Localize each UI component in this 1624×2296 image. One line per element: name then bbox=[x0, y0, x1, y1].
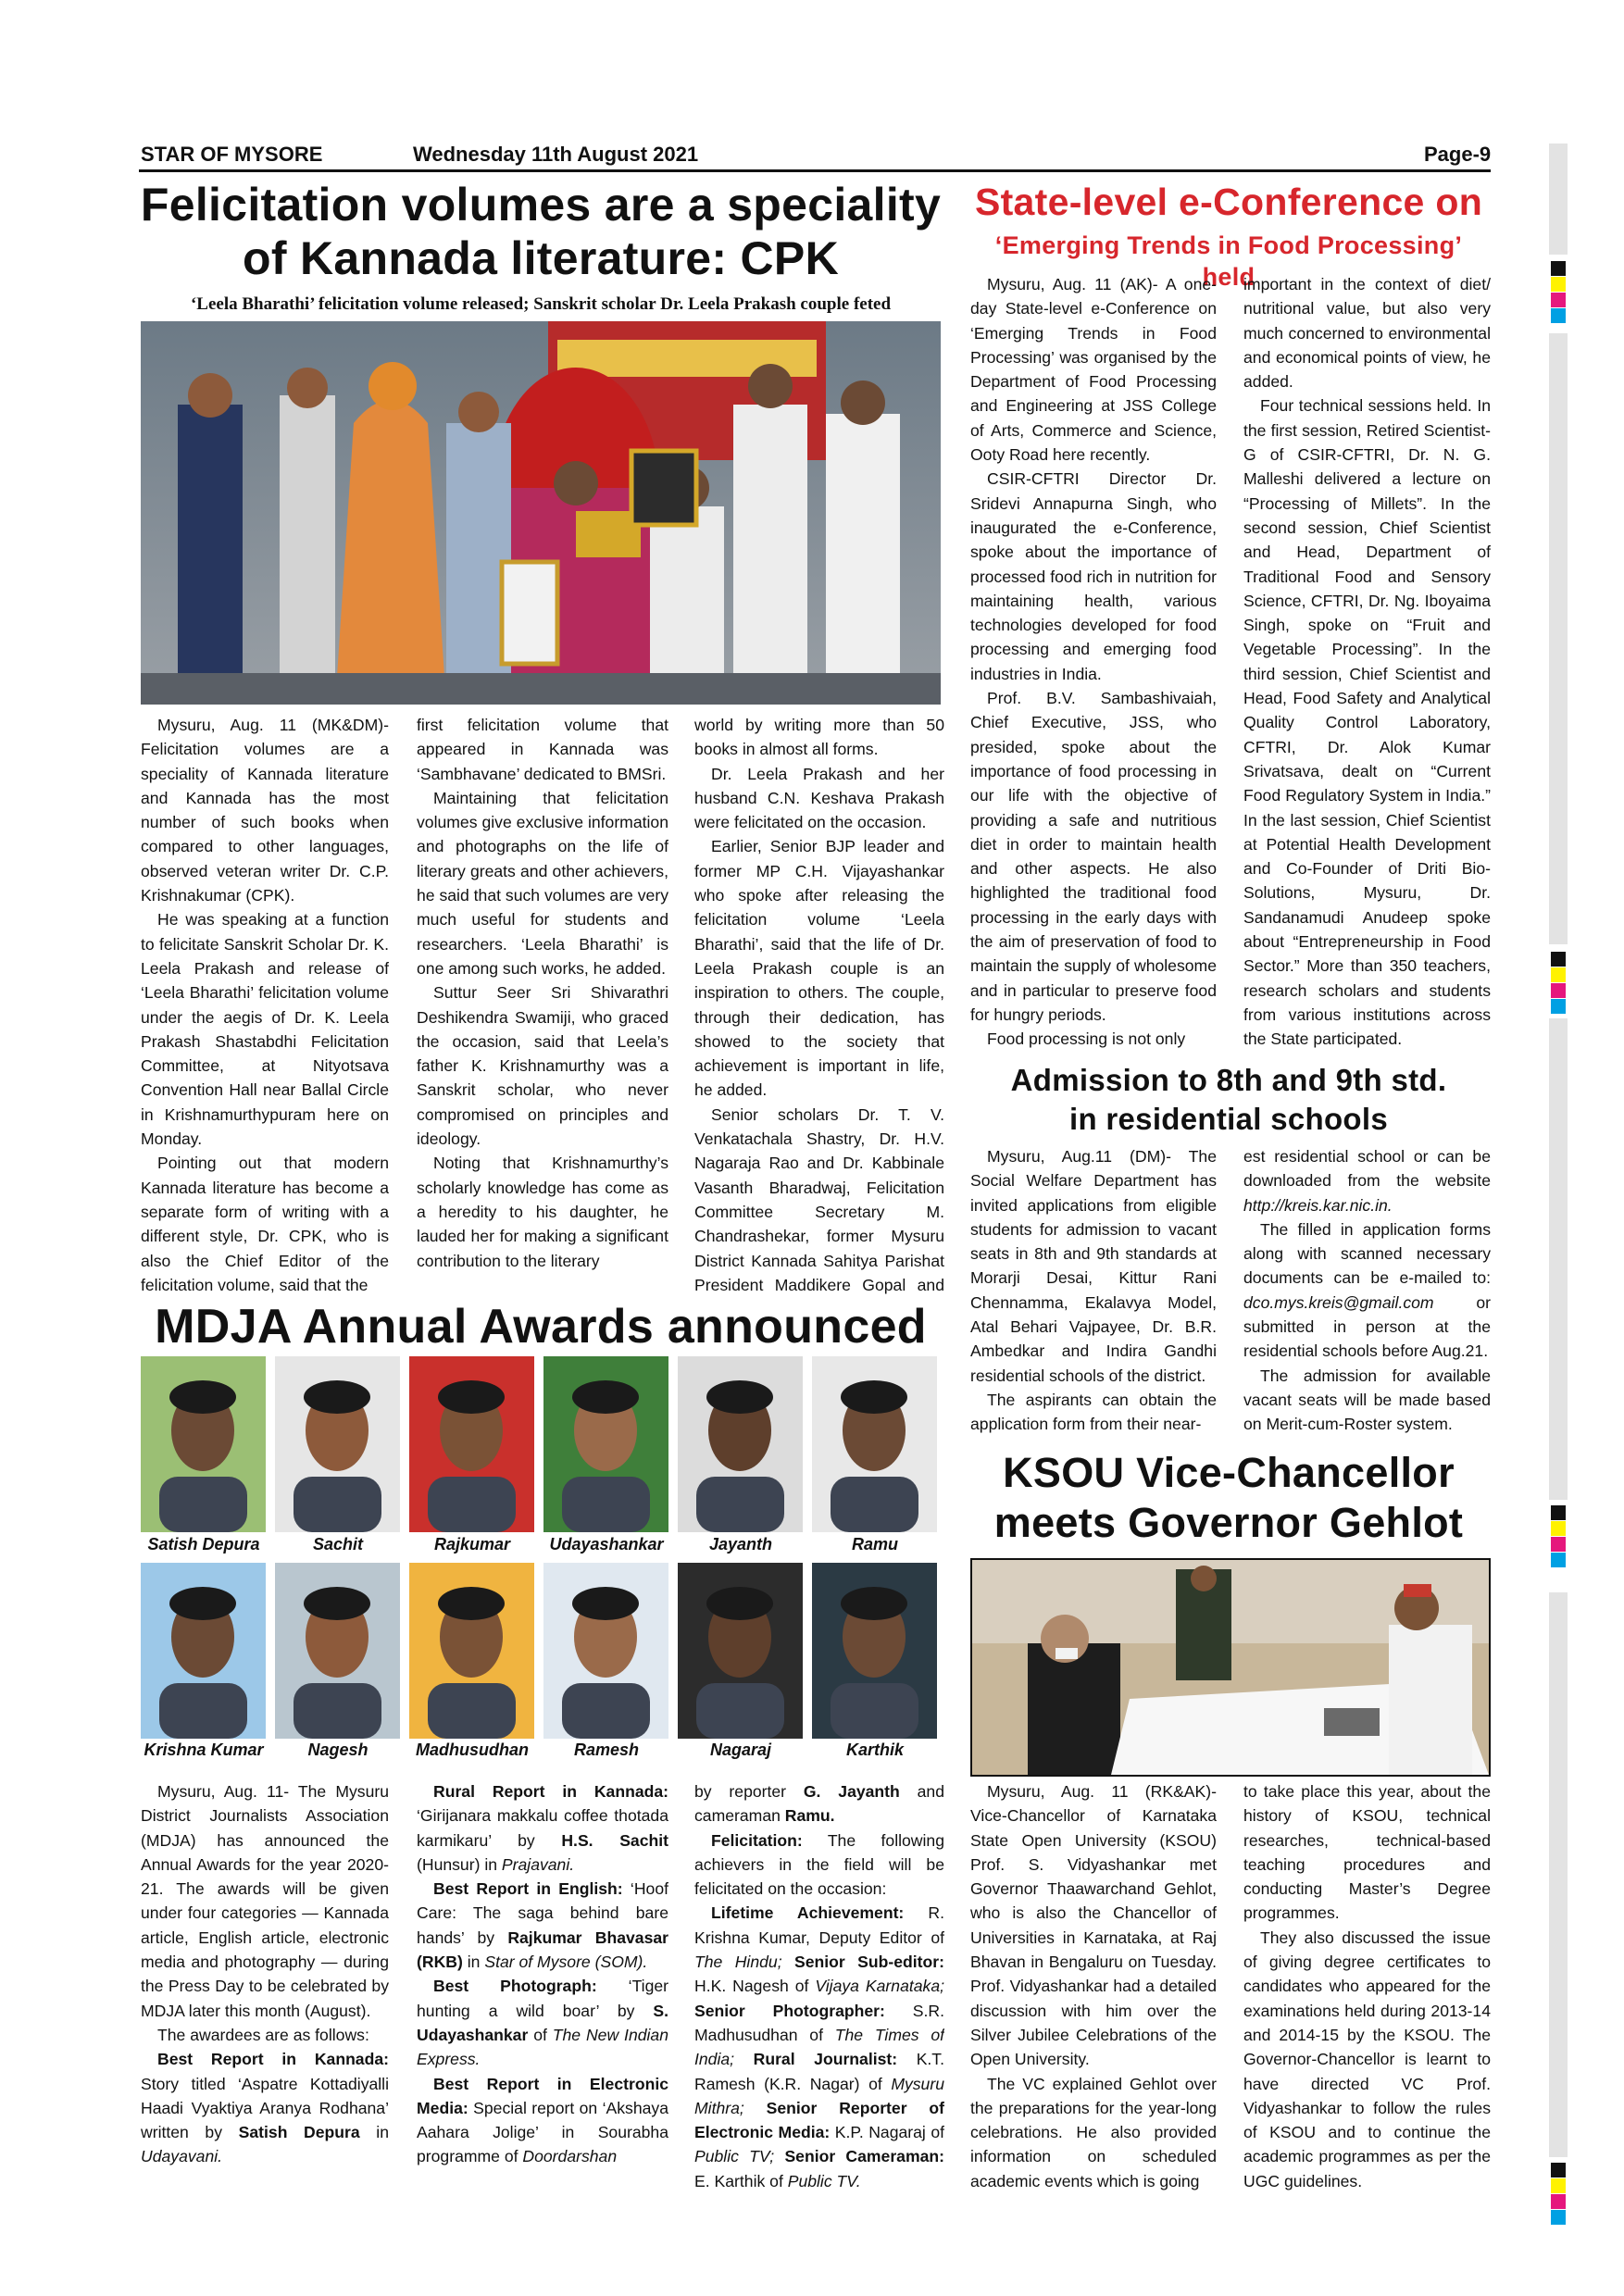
award-publication: Star of Mysore (SOM). bbox=[484, 1953, 648, 1972]
issue-date: Wednesday 11th August 2021 bbox=[413, 143, 699, 166]
story1-headline-line1: Felicitation volumes are a speciality bbox=[140, 179, 942, 231]
story4-col1-para bbox=[141, 2047, 389, 2168]
story2-column-2 bbox=[1243, 272, 1491, 1052]
award-text: The following achievers in the field will be felicitated on the occasion: bbox=[694, 1830, 944, 1899]
color-swatch bbox=[1551, 293, 1566, 307]
color-swatch bbox=[1551, 983, 1566, 998]
felicitation-category: Rural Journalist: bbox=[753, 2050, 917, 2069]
award-text: Special report on ‘Akshaya Aahara Jolige’ in Sourabha programme of bbox=[417, 2098, 668, 2166]
portrait-photo bbox=[678, 1356, 803, 1532]
margin-strip bbox=[1549, 333, 1568, 944]
felicitation-publication: The Times of India; bbox=[694, 2025, 944, 2069]
award-category: Best Report in English: bbox=[433, 1879, 623, 1899]
award-name: H.S. Sachit bbox=[561, 1830, 668, 1850]
award-text: in bbox=[467, 1953, 481, 1972]
story2-col2-para: Four technical sessions held. In the first session, Retired Scientist-G of CSIR-CFTRI, Dr. N. G. Malleshi delivered a lecture on “Processing of Millets”. In the second session, Chief Scientist and Head, Department of Traditional Food and Sensory Science, CFTRI, Dr. Ng. Iboyaima Singh, spoke on “Fruit and Vegetable Processing”. In the third session, Chief Scientist and Head, Food Safety and Analytical Quality Control Laboratory, CFTRI, Dr. Alok Kumar Srivatsava, dealt on “Current Food Regulatory System in India.” In the last session, Chief Scientist at Potential Health Development and Co-Founder of Driti Bio-Solutions, Mysuru, Dr. Sandanamudi Anudeep spoke about “Entrepreneurship in Food Sector.” More than 350 teachers, research scholars and students from various institutions across the State participated. bbox=[1243, 396, 1491, 1049]
color-swatch bbox=[1551, 967, 1566, 982]
story1-column-3 bbox=[694, 713, 944, 1296]
award-category: Best Photograph: bbox=[433, 1977, 597, 1996]
award-text: ‘Girijanara makkalu coffee thotada karmikaru’ by bbox=[417, 1806, 668, 1850]
story1-col2-para: Noting that Krishnamurthy’s scholarly knowledge has come as a heredity to his daughter, he lauded her for making a significant contribution to the literary bbox=[417, 1154, 668, 1270]
portrait-caption: Karthik bbox=[845, 1741, 904, 1759]
award-text: (Hunsur) in bbox=[417, 1854, 498, 1874]
portrait-photo bbox=[141, 1356, 266, 1532]
body-text: or submitted in person at the residential schools before Aug.21. bbox=[1243, 1292, 1491, 1361]
story3-headline bbox=[967, 1061, 1491, 1139]
felicitation-publication: Public TV; bbox=[694, 2147, 785, 2166]
felicitation-publication: Public TV. bbox=[787, 2171, 861, 2190]
award-text: in bbox=[376, 2123, 389, 2142]
portrait-caption: Madhusudhan bbox=[416, 1741, 529, 1759]
story4-col1-para: The awardees are as follows: bbox=[157, 2025, 369, 2044]
felicitation-text: H.K. Nagesh of bbox=[694, 1977, 816, 1996]
story5-headline-line1: KSOU Vice-Chancellor bbox=[1003, 1449, 1455, 1496]
felicitation-category: Senior Sub-editor: bbox=[794, 1953, 944, 1972]
felicitation-text: R. Krishna Kumar, Deputy Editor of bbox=[694, 1903, 944, 1947]
story1-col2-para: first felicitation volume that appeared in Kannada was ‘Sambhavane’ dedicated to BMSri. bbox=[417, 716, 668, 783]
story5-col2-para: They also discussed the issue of giving degree certificates to candidates who appeared for the examinations held during 2013-14 and 2014-15 by the KSOU. The Governor-Chancellor is learnt to have directed VC Prof. Vidyashankar to follow the rules of KSOU and to continue the academic programmes as per the UGC guidelines. bbox=[1243, 1928, 1491, 2190]
body-text: The filled in application forms along with scanned necessary documents can be e-mailed to: bbox=[1243, 1219, 1491, 1288]
story5-headline-line2: meets Governor Gehlot bbox=[993, 1499, 1464, 1546]
story3-col2-para bbox=[1243, 1144, 1491, 1217]
story5-col2-para: to take place this year, about the history of KSOU, technical researches, technical-based teaching procedures and conducting Master’s Degree programmes. bbox=[1243, 1782, 1491, 1923]
portrait-caption: Jayanth bbox=[708, 1535, 773, 1554]
portrait-photo bbox=[141, 1563, 266, 1739]
portrait-caption: Nagesh bbox=[307, 1741, 369, 1759]
felicitation-photo-illustration bbox=[141, 321, 941, 705]
portrait-caption: Krishna Kumar bbox=[144, 1741, 264, 1759]
website-link: http://kreis.kar.nic.in. bbox=[1243, 1195, 1393, 1215]
story3-col2-para: The admission for available vacant seats will be made based on Merit-cum-Roster system. bbox=[1243, 1366, 1491, 1434]
story1-col3-para: world by writing more than 50 books in almost all forms. bbox=[694, 716, 944, 759]
masthead-rule bbox=[139, 169, 1491, 172]
portrait-photo bbox=[409, 1563, 534, 1739]
margin-strip bbox=[1549, 1018, 1568, 1500]
color-swatch bbox=[1551, 308, 1566, 323]
color-swatch bbox=[1551, 261, 1566, 276]
award-publication: The New Indian Express. bbox=[417, 2025, 668, 2069]
portrait-caption: Nagaraj bbox=[709, 1741, 772, 1759]
story1-headline bbox=[137, 178, 944, 285]
felicitation-publication: Vijaya Karnataka; bbox=[815, 1977, 944, 1996]
award-publication: Prajavani. bbox=[501, 1854, 575, 1874]
color-swatch bbox=[1551, 2178, 1566, 2193]
portrait-caption: Sachit bbox=[312, 1535, 364, 1554]
portrait-caption: Udayashankar bbox=[549, 1535, 664, 1554]
portrait-photo bbox=[543, 1563, 668, 1739]
portrait-photo bbox=[275, 1563, 400, 1739]
page-number: Page-9 bbox=[1424, 143, 1492, 166]
felicitation-text: K.T. Ramesh (K.R. Nagar) of bbox=[694, 2050, 944, 2093]
story3-headline-line1: Admission to 8th and 9th std. bbox=[1010, 1063, 1447, 1097]
color-swatch bbox=[1551, 277, 1566, 292]
award-category: Best Report in Kannada: bbox=[157, 2050, 389, 2069]
color-swatch bbox=[1551, 1537, 1566, 1552]
color-swatch bbox=[1551, 1521, 1566, 1536]
award-name: Ramu. bbox=[784, 1806, 835, 1826]
story2-col1-para: CSIR-CFTRI Director Dr. Sridevi Annapurna Singh, who inaugurated the e-Conference, spoke about the importance of processed food rich in nutrition for maintaining health, various technologies developed for food processing and emerging food industries in India. bbox=[970, 469, 1217, 683]
award-category: Felicitation: bbox=[711, 1830, 803, 1850]
story4-headline: MDJA Annual Awards announced bbox=[155, 1300, 927, 1354]
portrait-photo bbox=[409, 1356, 534, 1532]
portrait-photo bbox=[812, 1356, 937, 1532]
story3-col1-para: Mysuru, Aug.11 (DM)- The Social Welfare Department has invited applications from eligible students for admission to vacant seats in 8th and 9th standards at Morarji Desai, Kittur Rani Chennamma, Ekalavya Model, Atal Behari Vajpayee, Dr. B.R. Ambedkar and Indira Gandhi residential schools of the district. bbox=[970, 1147, 1217, 1385]
story4-column-3 bbox=[694, 1779, 944, 2215]
story1-col1-para: Mysuru, Aug. 11 (MK&DM)- Felicitation volumes are a speciality of Kannada literature and Kannada has the most number of such books when compared to other languages, observed veteran writer Dr. C.P. Krishnakumar (CPK). bbox=[141, 716, 389, 905]
story4-col2-para bbox=[417, 2072, 668, 2169]
story2-column-1 bbox=[970, 272, 1217, 1052]
story5-headline bbox=[967, 1448, 1491, 1548]
story2-headline-line1: State-level e-Conference on bbox=[974, 181, 1483, 223]
story2-col1-para: Mysuru, Aug. 11 (AK)- A one-day State-level e-Conference on ‘Emerging Trends in Food Processing’ was organised by the Department of Food Processing and Engineering at JSS College of Arts, Commerce and Science, Ooty Road here recently. bbox=[970, 275, 1217, 465]
felicitation-category: Lifetime Achievement: bbox=[711, 1903, 929, 1923]
award-text: Story titled ‘Aspatre Kottadiyalli Haadi Vyaktiya Aranya Rodhana’ written by bbox=[141, 2074, 389, 2142]
color-swatch bbox=[1551, 2163, 1566, 2177]
portrait-photo bbox=[812, 1563, 937, 1739]
color-swatch bbox=[1551, 2194, 1566, 2209]
story4-col2-para bbox=[417, 1974, 668, 2071]
felicitation-category: Senior Photographer: bbox=[694, 2001, 913, 2020]
color-swatch bbox=[1551, 2210, 1566, 2225]
story5-col1-para: The VC explained Gehlot over the preparations for the year-long celebrations. He also provided information on scheduled academic events which is going bbox=[970, 2074, 1217, 2190]
story1-col1-para: Pointing out that modern Kannada literature has become a separate form of writing with a different style, Dr. CPK, who is also the Chief Editor of the felicitation volume, said that the bbox=[141, 1154, 389, 1294]
email-address: dco.mys.kreis@gmail.com bbox=[1243, 1292, 1434, 1312]
portrait-caption: Rajkumar bbox=[433, 1535, 511, 1554]
felicitation-text: E. Karthik of bbox=[694, 2171, 788, 2190]
felicitation-text: K.P. Nagaraj of bbox=[834, 2123, 944, 2142]
story1-col3-para: Senior scholars Dr. T. V. Venkatachala Shastry, Dr. H.V. Nagaraja Rao and Dr. Kabbinale Vasanth Bharadwaj, Felicitation Committee Secretary M. Chandrashekar, former Mysuru District Kannada Sahitya Parishat President Maddikere Gopal and bbox=[694, 1104, 944, 1294]
margin-strip bbox=[1549, 144, 1568, 255]
award-text: ‘Tiger hunting a wild boar’ by bbox=[417, 1977, 668, 2020]
felicitation-publication: Mysuru Mithra; bbox=[694, 2074, 944, 2117]
award-name: S. Udayashankar bbox=[417, 2001, 668, 2044]
story1-col1-para: He was speaking at a function to felicitate Sanskrit Scholar Dr. K. Leela Prakash and release of ‘Leela Bharathi’ felicitation volume under the aegis of Dr. K. Leela Prakash Shastabdhi Felicitation Committee, at Nityotsava Convention Hall near Ballal Circle in Krishnamurthypuram here on Monday. bbox=[141, 910, 389, 1149]
color-swatch bbox=[1551, 999, 1566, 1014]
story5-col1-para: Mysuru, Aug. 11 (RK&AK)- Vice-Chancellor of Karnataka State Open University (KSOU) Prof. S. Vidyashankar met Governor Thaawarchand Gehlot, who is also the Chancellor of Universities in Karnataka, at Raj Bhavan in Bengaluru on Tuesday. Prof. Vidyashankar had a detailed discussion with him over the Silver Jubilee Celebrations of the Open University. bbox=[970, 1782, 1217, 2069]
color-swatch bbox=[1551, 1505, 1566, 1520]
felicitation-text: S.R. Madhusudhan of bbox=[694, 2001, 944, 2044]
story1-col3-para: Earlier, Senior BJP leader and former MP C.H. Vijayashankar who spoke after releasing the felicitation volume ‘Leela Bharathi’, said that the life of Dr. Leela Prakash couple is an inspiration to others. The couple, through their dedication, has showed to the society that achievement is important in life, he added. bbox=[694, 837, 944, 1100]
story4-col1-para: Mysuru, Aug. 11- The Mysuru District Journalists Association (MDJA) has announced the Annual Awards for the year 2020-21. The awards will be given under four categories — Kannada article, English article, electronic media and photography — during the Press Day to be celebrated by MDJA later this month (August). bbox=[141, 1782, 389, 2020]
portrait-photo bbox=[678, 1563, 803, 1739]
story3-column-1 bbox=[970, 1144, 1217, 1441]
portrait-caption: Satish Depura bbox=[147, 1535, 260, 1554]
margin-strip bbox=[1549, 1592, 1568, 2157]
story2-col1-para: Prof. B.V. Sambashivaiah, Chief Executive, JSS, who presided, spoke about the importance of food processing in our life with the objective of providing a safe and nutritious diet in order to maintain health and other aspects. He also highlighted the traditional food processing in the early days with the aim of preservation of food to maintain the supply of wholesome and in particular to preserve food for hungry periods. bbox=[970, 689, 1217, 1024]
portrait-photo bbox=[275, 1356, 400, 1532]
story3-column-2 bbox=[1243, 1144, 1491, 1441]
award-publication: Udayavani. bbox=[141, 2147, 223, 2166]
ksou-meeting-photo bbox=[970, 1558, 1491, 1777]
story3-headline-line2: in residential schools bbox=[1068, 1102, 1389, 1136]
story4-col3-para bbox=[694, 1901, 944, 2193]
story5-column-1 bbox=[970, 1779, 1217, 2215]
felicitation-category: Senior Reporter of Electronic Media: bbox=[694, 2098, 944, 2142]
felicitation-publication: The Hindu; bbox=[694, 1953, 795, 1972]
color-swatch bbox=[1551, 1553, 1566, 1567]
story1-headline-line2: of Kannada literature: CPK bbox=[242, 232, 839, 284]
color-swatch bbox=[1551, 952, 1566, 967]
award-text: of bbox=[533, 2025, 547, 2044]
paper-name: STAR OF MYSORE bbox=[141, 143, 323, 166]
award-name: G. Jayanth bbox=[803, 1782, 900, 1801]
body-text: est residential school or can be downloaded from the website bbox=[1243, 1147, 1491, 1191]
story3-col1-para: The aspirants can obtain the application form from their near- bbox=[970, 1390, 1217, 1434]
story4-col2-para bbox=[417, 1779, 668, 1877]
story4-col2-para bbox=[417, 1877, 668, 1974]
story1-subhead: ‘Leela Bharathi’ felicitation volume released; Sanskrit scholar Dr. Leela Prakash couple feted bbox=[190, 294, 892, 314]
story1-column-2 bbox=[417, 713, 668, 1296]
story1-col3-para: Dr. Leela Prakash and her husband C.N. Keshava Prakash were felicitated on the occasion. bbox=[694, 764, 944, 832]
story1-col2-para: Maintaining that felicitation volumes give exclusive information and photographs on the life of literary greats and other achievers, he said that such volumes are very much useful for students and researchers. ‘Leela Bharathi’ is one among such works, he added. bbox=[417, 788, 668, 978]
story2-col1-para: Food processing is not only bbox=[987, 1029, 1186, 1049]
portrait-caption: Ramu bbox=[851, 1535, 898, 1554]
story2-col2-para: important in the context of diet/ nutritional value, but also very much concerned to environmental and economical points of view, he added. bbox=[1243, 275, 1491, 392]
story3-col2-para bbox=[1243, 1217, 1491, 1364]
award-text: by reporter bbox=[694, 1782, 787, 1801]
story4-col3-para bbox=[694, 1779, 944, 1828]
award-publication: Doordarshan bbox=[522, 2147, 618, 2166]
award-category: Rural Report in Kannada: bbox=[433, 1782, 668, 1801]
award-text: and cameraman bbox=[694, 1782, 944, 1826]
story2-headline-line2: ‘Emerging Trends in Food Processing’ held bbox=[994, 231, 1463, 291]
story1-col2-para: Suttur Seer Sri Shivarathri Deshikendra Swamiji, who graced the occasion, said that Leela’s father K. Krishnamurthy was a Sanskrit scholar, who never compromised on principles and ideology. bbox=[417, 983, 668, 1149]
felicitation-photo bbox=[141, 321, 941, 705]
award-category: Best Report in Electronic Media: bbox=[417, 2074, 668, 2117]
portrait-caption: Ramesh bbox=[573, 1741, 640, 1759]
story4-col3-para bbox=[694, 1828, 944, 1902]
award-name: Satish Depura bbox=[238, 2123, 360, 2142]
portrait-photo bbox=[543, 1356, 668, 1532]
story5-column-2 bbox=[1243, 1779, 1491, 2215]
felicitation-category: Senior Cameraman: bbox=[784, 2147, 944, 2166]
story4-column-2 bbox=[417, 1779, 668, 2215]
award-name: Rajkumar Bhavasar (RKB) bbox=[417, 1928, 668, 1972]
award-text: ‘Hoof Care: The saga behind bare hands’ by bbox=[417, 1879, 668, 1947]
ksou-meeting-illustration bbox=[972, 1560, 1489, 1775]
story4-column-1 bbox=[141, 1779, 389, 2215]
story1-column-1 bbox=[141, 713, 389, 1296]
